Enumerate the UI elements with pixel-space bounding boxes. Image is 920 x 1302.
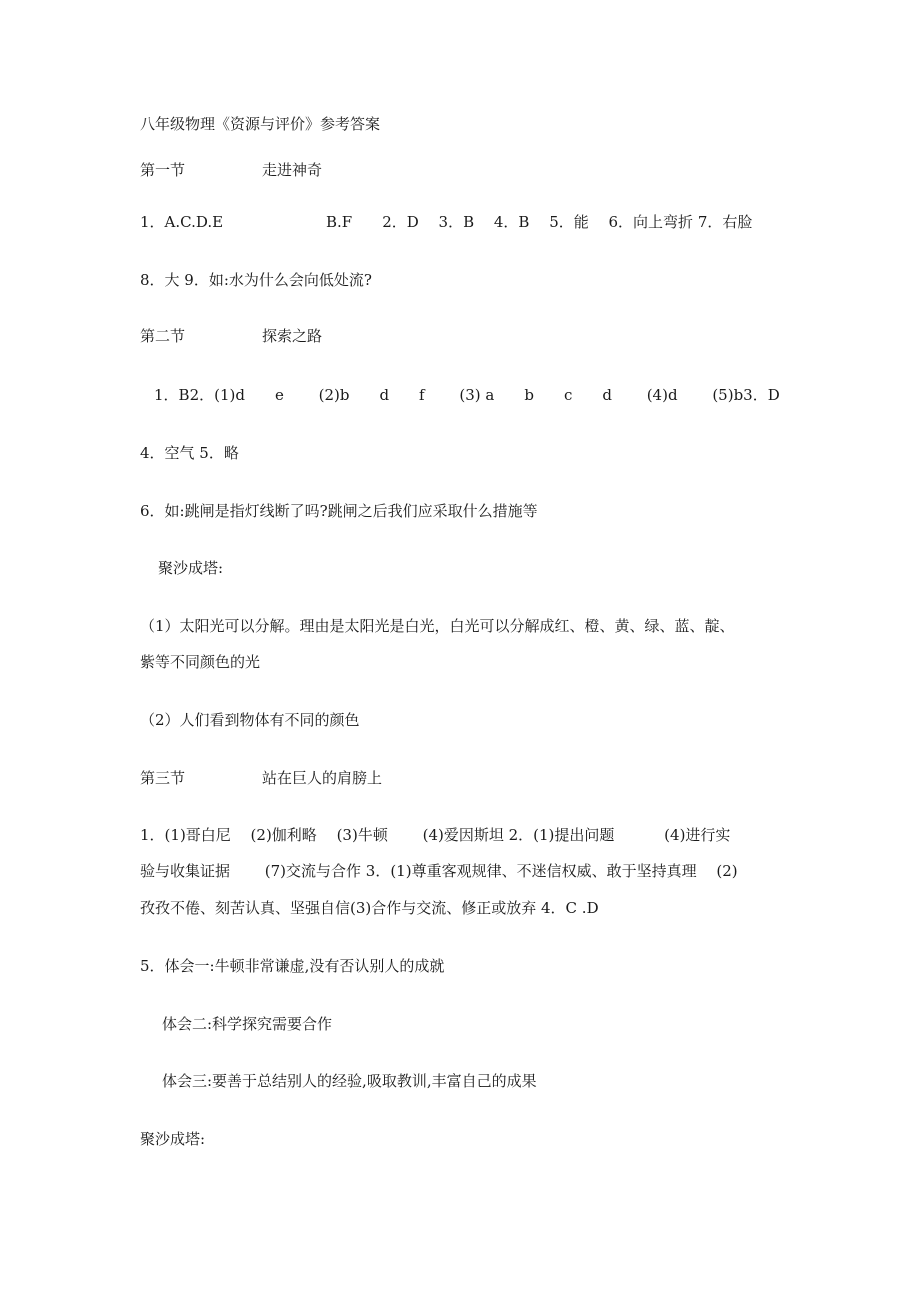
- section-3-answer-line-1: 1．(1)哥白尼 (2)伽利略 (3)牛顿 (4)爱因斯坦 2．(1)提出问题 (4)进行实: [140, 826, 731, 844]
- section-1-name: 走进神奇: [262, 161, 323, 179]
- section-3-insight-2: 体会二:科学探究需要合作: [162, 1015, 333, 1033]
- section-2-paragraph-2: （2）人们看到物体有不同的颜色: [140, 711, 360, 729]
- section-3-answer-line-3: 孜孜不倦、刻苦认真、坚强自信(3)合作与交流、修正或放弃 4．C .D: [140, 899, 599, 917]
- section-2-jushachengta-heading: 聚沙成塔:: [158, 559, 224, 577]
- document-title: 八年级物理《资源与评价》参考答案: [140, 115, 381, 133]
- section-2-answer-line-1: 1．B2．(1)d e (2)b d f (3) a b c d (4)d (5)b3．D: [154, 386, 780, 404]
- section-3-heading: 第三节: [140, 769, 186, 787]
- section-2-heading: 第二节: [140, 327, 186, 345]
- section-3-jushachengta-heading: 聚沙成塔:: [140, 1130, 206, 1148]
- section-1-answer-line-1b: B.F 2．D 3．B 4．B 5．能 6．向上弯折 7．右脸: [326, 213, 753, 231]
- section-3-insight-1: 5．体会一:牛顿非常谦虚,没有否认别人的成就: [140, 957, 445, 975]
- section-2-paragraph-1a: （1）太阳光可以分解。理由是太阳光是白光，白光可以分解成红、橙、黄、绿、蓝、靛、: [140, 617, 735, 635]
- section-2-paragraph-1b: 紫等不同颜色的光: [140, 653, 261, 671]
- section-2-answer-line-3: 6．如:跳闸是指灯线断了吗?跳闸之后我们应采取什么措施等: [140, 502, 538, 520]
- section-1-heading: 第一节: [140, 161, 186, 179]
- section-3-insight-3: 体会三:要善于总结别人的经验,吸取教训,丰富自己的成果: [162, 1072, 537, 1090]
- section-3-answer-line-2: 验与收集证据 (7)交流与合作 3．(1)尊重客观规律、不迷信权威、敢于坚持真理 (2): [140, 862, 738, 880]
- section-1-answer-line-2: 8．大 9．如:水为什么会向低处流?: [140, 271, 372, 289]
- section-1-answer-line-1a: 1．A.C.D.E: [140, 213, 224, 231]
- section-2-answer-line-2: 4．空气 5．略: [140, 444, 239, 462]
- section-3-name: 站在巨人的肩膀上: [262, 769, 383, 787]
- section-2-name: 探索之路: [262, 327, 323, 345]
